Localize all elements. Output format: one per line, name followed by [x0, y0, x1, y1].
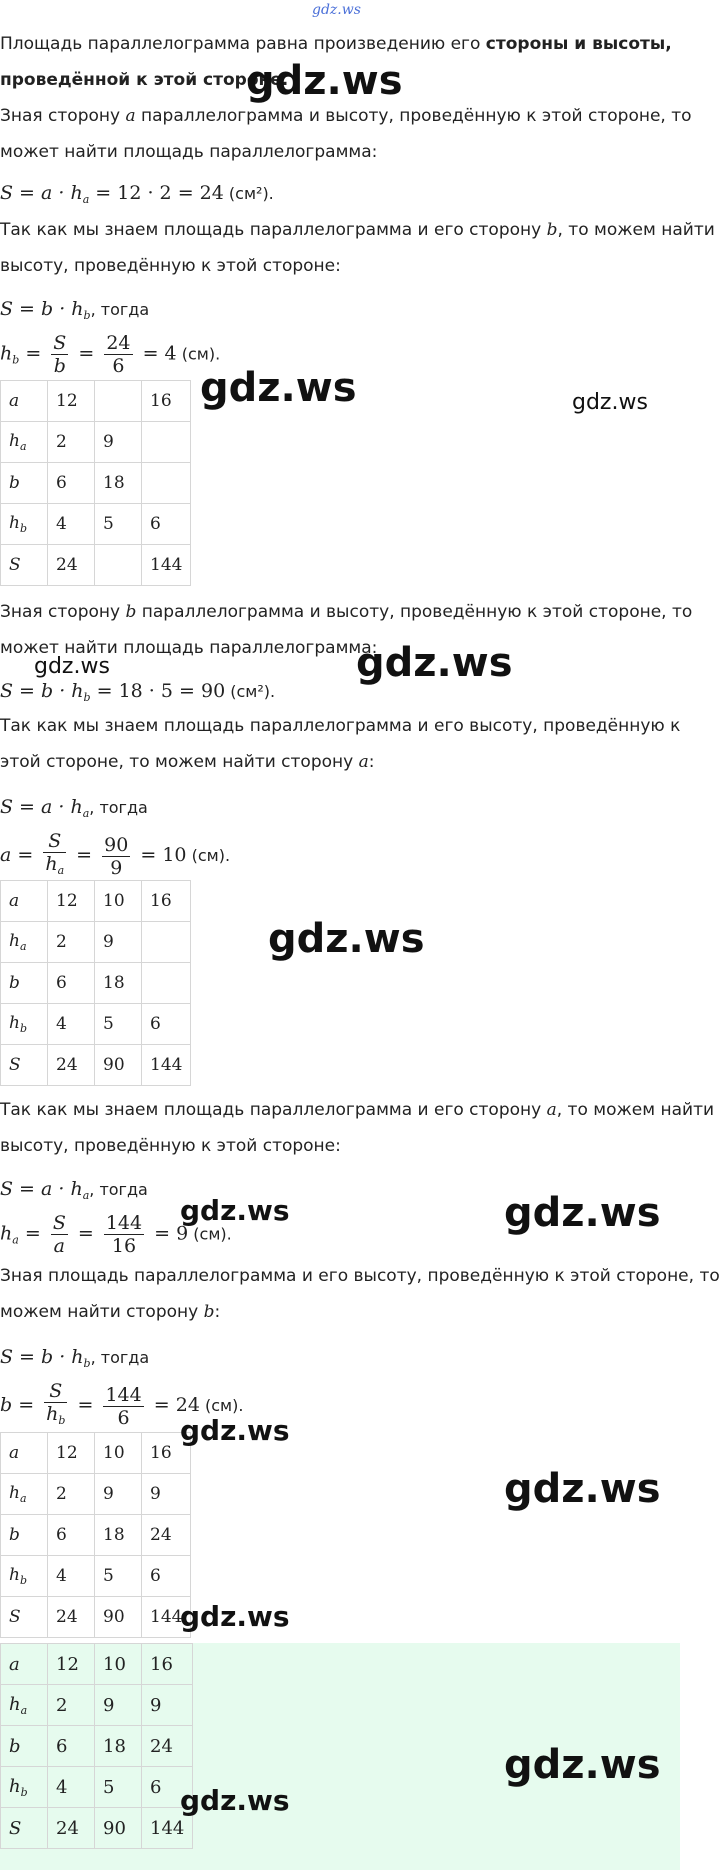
value-cell: 16	[142, 1644, 193, 1685]
row-label-cell: $h_a$	[1, 922, 48, 963]
value-cell: 24	[48, 1045, 95, 1086]
value-cell: 90	[95, 1808, 142, 1849]
intro-line-2: проведённой к этой стороне.	[0, 70, 289, 90]
step3-text-1: Так как мы знаем площадь параллелограмма и его сторону a, то можем найти	[0, 1100, 715, 1120]
value-cell: 5	[95, 1004, 142, 1045]
value-cell: 12	[48, 381, 95, 422]
value-cell: 9	[95, 922, 142, 963]
value-cell: 5	[95, 504, 142, 545]
row-label-cell: b	[1, 1515, 48, 1556]
value-cell: 16	[142, 381, 191, 422]
table-row	[1, 1726, 193, 1767]
row-label-cell: b	[1, 963, 48, 1004]
value-cell: 12	[48, 881, 95, 922]
value-cell: 4	[48, 1556, 95, 1597]
value-cell: 144	[142, 1808, 193, 1849]
row-label-cell: $h_a$	[1, 422, 48, 463]
row-label-cell: S	[1, 1808, 48, 1849]
row-label-cell: $h_a$	[1, 1685, 48, 1726]
value-cell: 144	[142, 1597, 191, 1638]
row-label-cell: a	[1, 381, 48, 422]
value-cell: 18	[95, 1515, 142, 1556]
value-cell: 6	[142, 1767, 193, 1808]
value-cell: 12	[48, 1644, 95, 1685]
row-label-cell: $h_b$	[1, 1004, 48, 1045]
value-cell: 2	[48, 422, 95, 463]
table-row	[1, 922, 191, 963]
step2-formula-sah: $S = a \cdot h_a$, тогда	[0, 796, 148, 820]
value-cell	[142, 422, 191, 463]
row-label-cell: S	[1, 545, 48, 586]
value-cell: 16	[142, 881, 191, 922]
value-cell: 90	[95, 1045, 142, 1086]
value-cell	[142, 963, 191, 1004]
value-cell: 4	[48, 1767, 95, 1808]
step3-text-2: высоту, проведённую к этой стороне:	[0, 1136, 341, 1156]
watermark: gdz.ws	[180, 1784, 290, 1817]
watermark: gdz.ws	[200, 365, 357, 411]
value-cell: 4	[48, 504, 95, 545]
value-cell: 6	[48, 1726, 95, 1767]
table-row	[1, 545, 191, 586]
step4-formula-sbh: $S = b \cdot h_b$, тогда	[0, 1346, 150, 1370]
step4-text-1: Зная площадь параллелограмма и его высоту, проведённую к этой стороне, то	[0, 1266, 720, 1286]
value-cell: 2	[48, 1685, 95, 1726]
value-cell: 24	[48, 1808, 95, 1849]
table-row	[1, 881, 191, 922]
value-cell	[142, 922, 191, 963]
value-cell: 5	[95, 1767, 142, 1808]
watermark: gdz.ws	[504, 1742, 661, 1788]
table-step4	[0, 1432, 191, 1638]
value-cell	[95, 381, 142, 422]
step4-formula-b: b = $\frac{S}{h_b}$ = $\frac{144}{6}$ = 24 (см).	[0, 1380, 244, 1429]
table-final-answer	[0, 1643, 193, 1849]
value-cell: 18	[95, 463, 142, 504]
row-label-cell: a	[1, 1644, 48, 1685]
table-row	[1, 1597, 191, 1638]
value-cell: 9	[142, 1474, 191, 1515]
value-cell: 6	[142, 1004, 191, 1045]
site-logo[interactable]: gdz.ws	[312, 2, 361, 18]
watermark: gdz.ws	[268, 916, 425, 962]
row-label-cell: $h_b$	[1, 504, 48, 545]
value-cell: 24	[48, 1597, 95, 1638]
row-label-cell: $h_b$	[1, 1767, 48, 1808]
step2-text-1: Зная сторону b параллелограмма и высоту, проведённую к этой стороне, то	[0, 602, 693, 622]
step2-text-2: может найти площадь параллелограмма:	[0, 638, 378, 658]
value-cell: 9	[95, 1474, 142, 1515]
table-row	[1, 463, 191, 504]
row-label-cell: a	[1, 1433, 48, 1474]
row-label-cell: a	[1, 881, 48, 922]
value-cell: 24	[48, 545, 95, 586]
watermark: gdz.ws	[180, 1194, 290, 1227]
table-row	[1, 1515, 191, 1556]
watermark: gdz.ws	[246, 58, 403, 104]
value-cell: 10	[95, 881, 142, 922]
value-cell: 10	[95, 1433, 142, 1474]
row-label-cell: S	[1, 1597, 48, 1638]
step4-text-2: можем найти сторону b:	[0, 1302, 221, 1322]
intro-line-1: Площадь параллелограмма равна произведению его стороны и высоты,	[0, 34, 672, 54]
value-cell: 24	[142, 1515, 191, 1556]
row-label-cell: $h_a$	[1, 1474, 48, 1515]
value-cell: 24	[142, 1726, 193, 1767]
value-cell: 9	[142, 1685, 193, 1726]
value-cell	[142, 463, 191, 504]
watermark: gdz.ws	[356, 640, 513, 686]
value-cell: 4	[48, 1004, 95, 1045]
step1-text-4: высоту, проведённую к этой стороне:	[0, 256, 341, 276]
value-cell: 18	[95, 1726, 142, 1767]
value-cell	[95, 545, 142, 586]
row-label-cell: $h_b$	[1, 1556, 48, 1597]
table-row	[1, 1556, 191, 1597]
step2-formula-a: a = $\frac{S}{h_a}$ = $\frac{90}{9}$ = 10 (см).	[0, 830, 231, 879]
value-cell: 2	[48, 922, 95, 963]
value-cell: 16	[142, 1433, 191, 1474]
step3-formula-ha: $h_a$ = $\frac{S}{a}$ = $\frac{144}{16}$ = 9 (см).	[0, 1212, 232, 1257]
row-label-cell: b	[1, 1726, 48, 1767]
step1-text-3: Так как мы знаем площадь параллелограмма и его сторону b, то можем найти	[0, 220, 715, 240]
table-step2	[0, 880, 191, 1086]
watermark: gdz.ws	[504, 1190, 661, 1236]
value-cell: 6	[48, 963, 95, 1004]
step1-formula-sbh: $S = b \cdot h_b$, тогда	[0, 298, 150, 322]
value-cell: 12	[48, 1433, 95, 1474]
table-row	[1, 963, 191, 1004]
watermark: gdz.ws	[504, 1466, 661, 1512]
step1-formula-area: $S = a \cdot h_a = 12 \cdot 2 = 24$ (см²).	[0, 182, 274, 206]
table-row	[1, 1433, 191, 1474]
watermark: gdz.ws	[572, 390, 648, 415]
value-cell: 144	[142, 545, 191, 586]
table-row	[1, 1474, 191, 1515]
table-row	[1, 1767, 193, 1808]
watermark: gdz.ws	[180, 1600, 290, 1633]
table-step1	[0, 380, 191, 586]
table-row	[1, 1685, 193, 1726]
value-cell: 6	[142, 504, 191, 545]
step2-text-3: Так как мы знаем площадь параллелограмма и его высоту, проведённую к	[0, 716, 681, 736]
step3-formula-sah: $S = a \cdot h_a$, тогда	[0, 1178, 148, 1202]
value-cell: 9	[95, 1685, 142, 1726]
table-row	[1, 1045, 191, 1086]
step1-text-2: может найти площадь параллелограмма:	[0, 142, 378, 162]
step1-text-1: Зная сторону a параллелограмма и высоту, проведённую к этой стороне, то	[0, 106, 692, 126]
step2-formula-area: $S = b \cdot h_b = 18 \cdot 5 = 90$ (см²).	[0, 680, 276, 704]
table-row	[1, 1644, 193, 1685]
value-cell: 6	[48, 1515, 95, 1556]
value-cell: 5	[95, 1556, 142, 1597]
table-row	[1, 422, 191, 463]
watermark: gdz.ws	[180, 1414, 290, 1447]
row-label-cell: b	[1, 463, 48, 504]
value-cell: 18	[95, 963, 142, 1004]
value-cell: 90	[95, 1597, 142, 1638]
table-row	[1, 381, 191, 422]
value-cell: 2	[48, 1474, 95, 1515]
value-cell: 9	[95, 422, 142, 463]
table-row	[1, 504, 191, 545]
step1-formula-hb: $h_b$ = $\frac{S}{b}$ = $\frac{24}{6}$ = 4 (см).	[0, 332, 221, 377]
step2-text-4: этой стороне, то можем найти сторону a:	[0, 752, 375, 772]
value-cell: 6	[48, 463, 95, 504]
value-cell: 6	[142, 1556, 191, 1597]
table-row	[1, 1004, 191, 1045]
value-cell: 144	[142, 1045, 191, 1086]
row-label-cell: S	[1, 1045, 48, 1086]
table-row	[1, 1808, 193, 1849]
watermark: gdz.ws	[34, 654, 110, 679]
value-cell: 10	[95, 1644, 142, 1685]
